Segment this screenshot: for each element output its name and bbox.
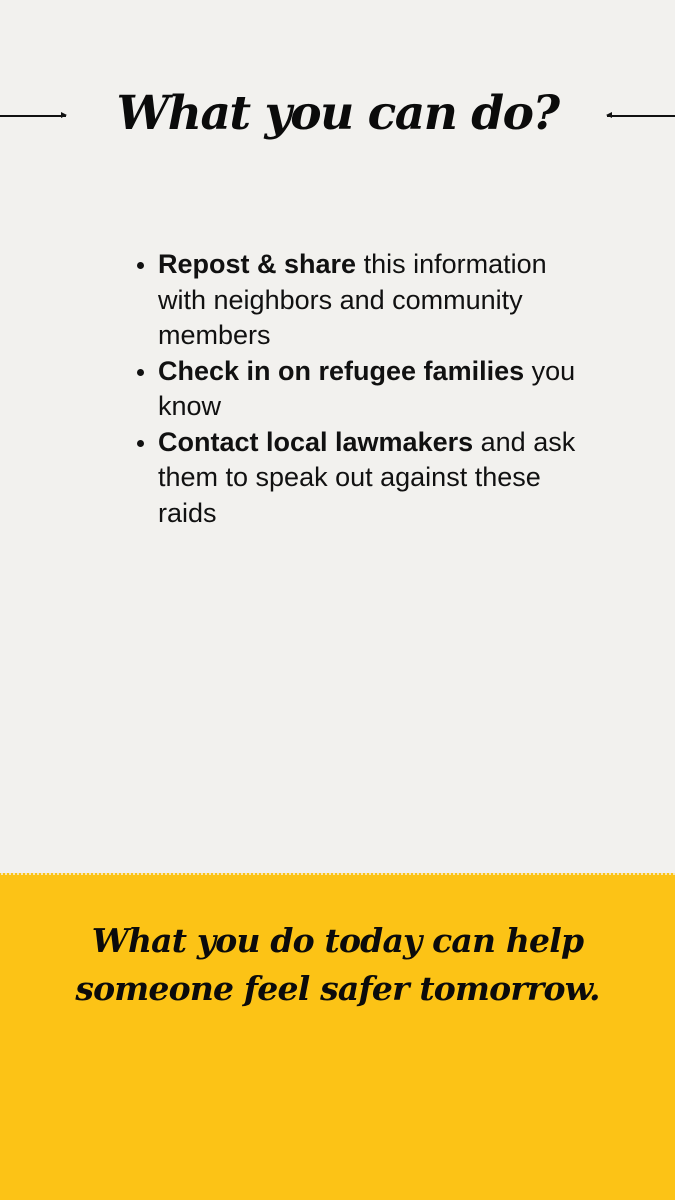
action-highlight: Contact local lawmakers	[158, 426, 474, 457]
bullet-dot-icon	[137, 369, 144, 376]
arrow-left-icon	[607, 115, 675, 117]
closing-message: What you do today can help someone feel safer tomorrow.	[75, 921, 600, 1008]
bullet-dot-icon	[137, 262, 144, 269]
header	[0, 78, 675, 154]
action-highlight: Check in on refugee families	[158, 355, 525, 386]
footer-banner	[0, 873, 675, 1200]
page-title: What you can do?	[116, 86, 559, 141]
action-text: this information with neighbors and community members	[158, 249, 547, 350]
list-item	[136, 247, 596, 354]
dotted-divider	[0, 873, 675, 875]
bullet-dot-icon	[137, 440, 144, 447]
action-list	[136, 247, 596, 531]
list-item	[136, 354, 596, 425]
action-text: you know	[158, 355, 576, 421]
action-text: and ask them to speak out against these raids	[158, 426, 576, 528]
action-highlight: Repost & share	[158, 249, 357, 279]
list-item	[136, 425, 596, 532]
